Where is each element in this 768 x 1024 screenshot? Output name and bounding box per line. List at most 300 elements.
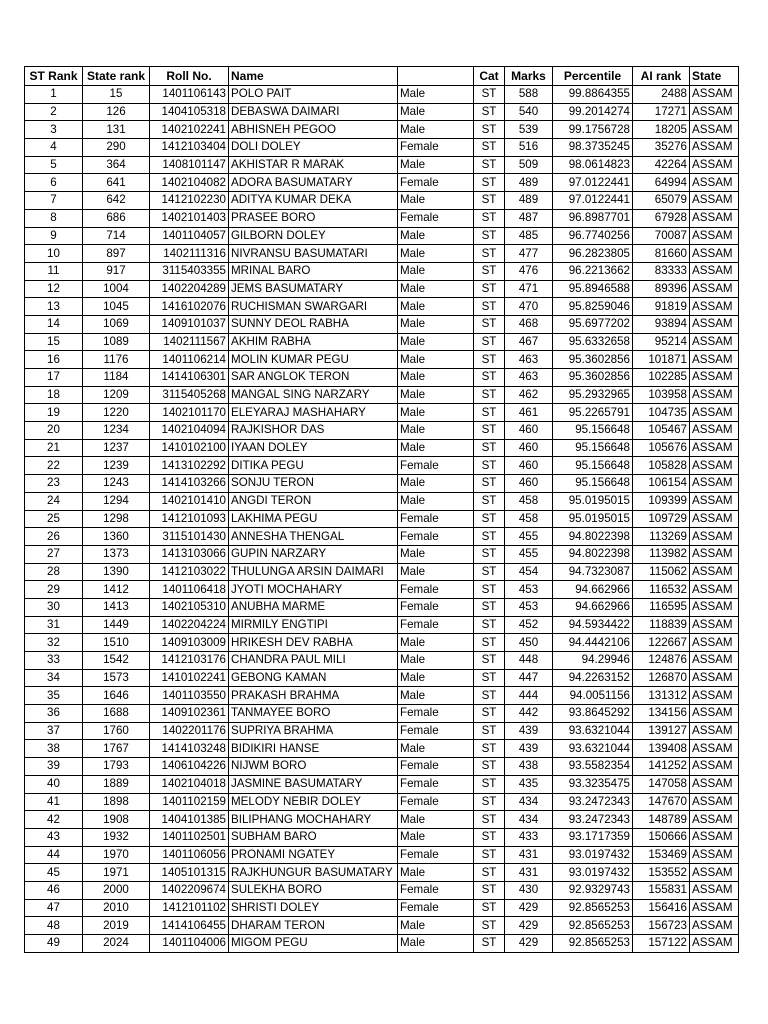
- table-row: [25, 475, 739, 493]
- cell-ai-rank: 109729: [633, 510, 690, 528]
- cell-state: ASSAM: [690, 103, 739, 121]
- cell-category: ST: [474, 563, 505, 581]
- table-row: [25, 457, 739, 475]
- cell-st-rank: 43: [25, 828, 83, 846]
- cell-gender: Female: [398, 899, 474, 917]
- cell-state-rank: 1510: [83, 634, 150, 652]
- cell-roll-no: 1412101093: [150, 510, 229, 528]
- cell-category: ST: [474, 510, 505, 528]
- cell-st-rank: 2: [25, 103, 83, 121]
- cell-state: ASSAM: [690, 828, 739, 846]
- column-header-st-rank: ST Rank: [25, 67, 83, 86]
- cell-roll-no: 1401102159: [150, 793, 229, 811]
- cell-gender: Female: [398, 793, 474, 811]
- cell-ai-rank: 124876: [633, 652, 690, 670]
- cell-state-rank: 1239: [83, 457, 150, 475]
- cell-name: RAJKHUNGUR BASUMATARY: [229, 864, 398, 882]
- cell-category: ST: [474, 828, 505, 846]
- table-row: [25, 227, 739, 245]
- cell-state-rank: 2024: [83, 935, 150, 953]
- cell-ai-rank: 156723: [633, 917, 690, 935]
- column-header-ai-rank: AI rank: [633, 67, 690, 86]
- table-row: [25, 86, 739, 104]
- cell-ai-rank: 17271: [633, 103, 690, 121]
- cell-roll-no: 1413103066: [150, 545, 229, 563]
- cell-roll-no: 1414103266: [150, 475, 229, 493]
- cell-name: AKHIM RABHA: [229, 333, 398, 351]
- cell-marks: 429: [505, 917, 553, 935]
- cell-state: ASSAM: [690, 262, 739, 280]
- cell-st-rank: 27: [25, 545, 83, 563]
- cell-state: ASSAM: [690, 156, 739, 174]
- cell-state-rank: 686: [83, 209, 150, 227]
- cell-gender: Male: [398, 811, 474, 829]
- cell-state: ASSAM: [690, 899, 739, 917]
- cell-state: ASSAM: [690, 598, 739, 616]
- cell-name: HRIKESH DEV RABHA: [229, 634, 398, 652]
- table-row: [25, 262, 739, 280]
- cell-marks: 429: [505, 935, 553, 953]
- cell-state: ASSAM: [690, 457, 739, 475]
- table-row: [25, 669, 739, 687]
- cell-roll-no: 1409101037: [150, 315, 229, 333]
- cell-roll-no: 1402204289: [150, 280, 229, 298]
- cell-percentile: 95.156648: [553, 422, 633, 440]
- column-header-name: Name: [229, 67, 398, 86]
- cell-percentile: 95.3602856: [553, 369, 633, 387]
- cell-category: ST: [474, 758, 505, 776]
- cell-percentile: 93.6321044: [553, 740, 633, 758]
- cell-percentile: 93.1717359: [553, 828, 633, 846]
- cell-state: ASSAM: [690, 811, 739, 829]
- cell-roll-no: 1410102100: [150, 439, 229, 457]
- cell-state-rank: 2000: [83, 881, 150, 899]
- cell-state-rank: 1373: [83, 545, 150, 563]
- cell-marks: 454: [505, 563, 553, 581]
- cell-state-rank: 1237: [83, 439, 150, 457]
- cell-state: ASSAM: [690, 846, 739, 864]
- cell-gender: Male: [398, 333, 474, 351]
- cell-state: ASSAM: [690, 315, 739, 333]
- cell-gender: Female: [398, 705, 474, 723]
- cell-state: ASSAM: [690, 298, 739, 316]
- table-row: [25, 581, 739, 599]
- cell-state: ASSAM: [690, 793, 739, 811]
- cell-state-rank: 2019: [83, 917, 150, 935]
- table-row: [25, 192, 739, 210]
- cell-category: ST: [474, 687, 505, 705]
- cell-st-rank: 42: [25, 811, 83, 829]
- cell-roll-no: 1412101102: [150, 899, 229, 917]
- cell-roll-no: 1402104094: [150, 422, 229, 440]
- cell-marks: 516: [505, 139, 553, 157]
- cell-percentile: 93.0197432: [553, 864, 633, 882]
- cell-state: ASSAM: [690, 652, 739, 670]
- cell-marks: 471: [505, 280, 553, 298]
- cell-st-rank: 38: [25, 740, 83, 758]
- cell-category: ST: [474, 917, 505, 935]
- cell-st-rank: 35: [25, 687, 83, 705]
- cell-ai-rank: 89396: [633, 280, 690, 298]
- cell-marks: 435: [505, 775, 553, 793]
- cell-marks: 463: [505, 369, 553, 387]
- cell-gender: Male: [398, 386, 474, 404]
- cell-name: SUNNY DEOL RABHA: [229, 315, 398, 333]
- cell-ai-rank: 153469: [633, 846, 690, 864]
- column-header-marks: Marks: [505, 67, 553, 86]
- cell-state-rank: 714: [83, 227, 150, 245]
- cell-name: MIGOM PEGU: [229, 935, 398, 953]
- cell-category: ST: [474, 793, 505, 811]
- cell-st-rank: 34: [25, 669, 83, 687]
- cell-name: THULUNGA ARSIN DAIMARI: [229, 563, 398, 581]
- cell-percentile: 95.0195015: [553, 492, 633, 510]
- cell-st-rank: 25: [25, 510, 83, 528]
- cell-marks: 455: [505, 545, 553, 563]
- cell-marks: 438: [505, 758, 553, 776]
- cell-name: SUPRIYA BRAHMA: [229, 722, 398, 740]
- cell-roll-no: 1402104082: [150, 174, 229, 192]
- cell-percentile: 95.2932965: [553, 386, 633, 404]
- cell-percentile: 93.6321044: [553, 722, 633, 740]
- cell-state-rank: 1045: [83, 298, 150, 316]
- cell-roll-no: 1404105318: [150, 103, 229, 121]
- table-row: [25, 758, 739, 776]
- cell-name: ADORA BASUMATARY: [229, 174, 398, 192]
- table-body: [25, 86, 739, 953]
- cell-category: ST: [474, 881, 505, 899]
- cell-gender: Female: [398, 758, 474, 776]
- cell-category: ST: [474, 581, 505, 599]
- table-row: [25, 740, 739, 758]
- cell-gender: Male: [398, 563, 474, 581]
- cell-state-rank: 641: [83, 174, 150, 192]
- cell-state: ASSAM: [690, 740, 739, 758]
- cell-gender: Male: [398, 315, 474, 333]
- cell-category: ST: [474, 775, 505, 793]
- cell-ai-rank: 65079: [633, 192, 690, 210]
- cell-percentile: 96.2213662: [553, 262, 633, 280]
- cell-name: MRINAL BARO: [229, 262, 398, 280]
- cell-percentile: 94.0051156: [553, 687, 633, 705]
- cell-name: GILBORN DOLEY: [229, 227, 398, 245]
- cell-gender: Male: [398, 245, 474, 263]
- cell-name: AKHISTAR R MARAK: [229, 156, 398, 174]
- cell-percentile: 93.2472343: [553, 793, 633, 811]
- cell-category: ST: [474, 369, 505, 387]
- cell-category: ST: [474, 616, 505, 634]
- cell-ai-rank: 139127: [633, 722, 690, 740]
- cell-marks: 470: [505, 298, 553, 316]
- cell-name: MOLIN KUMAR PEGU: [229, 351, 398, 369]
- cell-st-rank: 45: [25, 864, 83, 882]
- cell-st-rank: 37: [25, 722, 83, 740]
- cell-state: ASSAM: [690, 775, 739, 793]
- cell-state: ASSAM: [690, 492, 739, 510]
- cell-state: ASSAM: [690, 528, 739, 546]
- cell-state-rank: 131: [83, 121, 150, 139]
- cell-state: ASSAM: [690, 705, 739, 723]
- cell-ai-rank: 67928: [633, 209, 690, 227]
- cell-state-rank: 1176: [83, 351, 150, 369]
- table-row: [25, 634, 739, 652]
- cell-marks: 460: [505, 439, 553, 457]
- cell-st-rank: 26: [25, 528, 83, 546]
- cell-category: ST: [474, 156, 505, 174]
- cell-name: GUPIN NARZARY: [229, 545, 398, 563]
- table-row: [25, 722, 739, 740]
- cell-st-rank: 16: [25, 351, 83, 369]
- cell-state: ASSAM: [690, 881, 739, 899]
- cell-st-rank: 49: [25, 935, 83, 953]
- cell-roll-no: 3115405268: [150, 386, 229, 404]
- cell-percentile: 96.2823805: [553, 245, 633, 263]
- cell-gender: Female: [398, 510, 474, 528]
- cell-category: ST: [474, 457, 505, 475]
- cell-st-rank: 7: [25, 192, 83, 210]
- cell-ai-rank: 126870: [633, 669, 690, 687]
- cell-marks: 448: [505, 652, 553, 670]
- table-row: [25, 369, 739, 387]
- cell-percentile: 93.5582354: [553, 758, 633, 776]
- cell-gender: Male: [398, 475, 474, 493]
- cell-roll-no: 1402102241: [150, 121, 229, 139]
- table-row: [25, 864, 739, 882]
- cell-marks: 444: [505, 687, 553, 705]
- cell-marks: 485: [505, 227, 553, 245]
- cell-state-rank: 1970: [83, 846, 150, 864]
- cell-category: ST: [474, 422, 505, 440]
- cell-gender: Male: [398, 369, 474, 387]
- cell-st-rank: 23: [25, 475, 83, 493]
- cell-ai-rank: 103958: [633, 386, 690, 404]
- cell-name: DITIKA PEGU: [229, 457, 398, 475]
- cell-state-rank: 1760: [83, 722, 150, 740]
- cell-percentile: 95.0195015: [553, 510, 633, 528]
- cell-category: ST: [474, 227, 505, 245]
- cell-percentile: 93.8645292: [553, 705, 633, 723]
- cell-st-rank: 39: [25, 758, 83, 776]
- cell-state-rank: 917: [83, 262, 150, 280]
- cell-state: ASSAM: [690, 139, 739, 157]
- cell-gender: Male: [398, 828, 474, 846]
- cell-st-rank: 24: [25, 492, 83, 510]
- cell-st-rank: 3: [25, 121, 83, 139]
- cell-percentile: 94.5934422: [553, 616, 633, 634]
- cell-state-rank: 1908: [83, 811, 150, 829]
- cell-ai-rank: 147670: [633, 793, 690, 811]
- cell-state-rank: 1932: [83, 828, 150, 846]
- cell-percentile: 95.156648: [553, 457, 633, 475]
- table-row: [25, 386, 739, 404]
- cell-marks: 460: [505, 422, 553, 440]
- cell-state: ASSAM: [690, 209, 739, 227]
- cell-state: ASSAM: [690, 386, 739, 404]
- cell-category: ST: [474, 209, 505, 227]
- cell-roll-no: 1412102230: [150, 192, 229, 210]
- cell-category: ST: [474, 811, 505, 829]
- cell-percentile: 94.7323087: [553, 563, 633, 581]
- cell-state-rank: 1971: [83, 864, 150, 882]
- header-row: [25, 67, 739, 86]
- cell-name: RAJKISHOR DAS: [229, 422, 398, 440]
- cell-name: SULEKHA BORO: [229, 881, 398, 899]
- cell-state: ASSAM: [690, 192, 739, 210]
- cell-name: TANMAYEE BORO: [229, 705, 398, 723]
- cell-ai-rank: 113982: [633, 545, 690, 563]
- cell-gender: Female: [398, 722, 474, 740]
- cell-ai-rank: 116595: [633, 598, 690, 616]
- cell-ai-rank: 18205: [633, 121, 690, 139]
- cell-marks: 489: [505, 192, 553, 210]
- cell-state-rank: 1209: [83, 386, 150, 404]
- cell-gender: Female: [398, 598, 474, 616]
- cell-percentile: 92.8565253: [553, 899, 633, 917]
- cell-marks: 468: [505, 315, 553, 333]
- cell-marks: 588: [505, 86, 553, 104]
- cell-name: LAKHIMA PEGU: [229, 510, 398, 528]
- cell-name: PRONAMI NGATEY: [229, 846, 398, 864]
- cell-roll-no: 1413102292: [150, 457, 229, 475]
- cell-marks: 460: [505, 475, 553, 493]
- cell-name: MANGAL SING NARZARY: [229, 386, 398, 404]
- cell-category: ST: [474, 669, 505, 687]
- cell-marks: 447: [505, 669, 553, 687]
- cell-st-rank: 22: [25, 457, 83, 475]
- cell-gender: Male: [398, 404, 474, 422]
- table-row: [25, 828, 739, 846]
- cell-category: ST: [474, 439, 505, 457]
- cell-roll-no: 3115101430: [150, 528, 229, 546]
- cell-state-rank: 290: [83, 139, 150, 157]
- cell-st-rank: 41: [25, 793, 83, 811]
- cell-category: ST: [474, 899, 505, 917]
- column-header-category: Cat: [474, 67, 505, 86]
- cell-gender: Female: [398, 174, 474, 192]
- cell-state-rank: 1413: [83, 598, 150, 616]
- cell-st-rank: 44: [25, 846, 83, 864]
- cell-ai-rank: 35276: [633, 139, 690, 157]
- table-row: [25, 652, 739, 670]
- cell-gender: Male: [398, 156, 474, 174]
- cell-marks: 540: [505, 103, 553, 121]
- cell-percentile: 98.0614823: [553, 156, 633, 174]
- table-row: [25, 917, 739, 935]
- cell-st-rank: 31: [25, 616, 83, 634]
- cell-marks: 434: [505, 811, 553, 829]
- cell-st-rank: 33: [25, 652, 83, 670]
- cell-state-rank: 1542: [83, 652, 150, 670]
- column-header-percentile: Percentile: [553, 67, 633, 86]
- cell-ai-rank: 122667: [633, 634, 690, 652]
- cell-state-rank: 1767: [83, 740, 150, 758]
- cell-state-rank: 1069: [83, 315, 150, 333]
- cell-st-rank: 29: [25, 581, 83, 599]
- table-row: [25, 156, 739, 174]
- cell-name: SAR ANGLOK TERON: [229, 369, 398, 387]
- cell-gender: Male: [398, 422, 474, 440]
- cell-state: ASSAM: [690, 86, 739, 104]
- cell-roll-no: 1404101385: [150, 811, 229, 829]
- cell-st-rank: 30: [25, 598, 83, 616]
- cell-ai-rank: 139408: [633, 740, 690, 758]
- cell-percentile: 92.9329743: [553, 881, 633, 899]
- cell-category: ST: [474, 652, 505, 670]
- cell-percentile: 92.8565253: [553, 917, 633, 935]
- cell-gender: Male: [398, 262, 474, 280]
- cell-roll-no: 1402201176: [150, 722, 229, 740]
- cell-state-rank: 1089: [83, 333, 150, 351]
- table-row: [25, 298, 739, 316]
- cell-percentile: 93.0197432: [553, 846, 633, 864]
- cell-marks: 431: [505, 864, 553, 882]
- cell-state-rank: 1220: [83, 404, 150, 422]
- cell-category: ST: [474, 634, 505, 652]
- cell-gender: Male: [398, 86, 474, 104]
- table-row: [25, 705, 739, 723]
- cell-roll-no: 1414103248: [150, 740, 229, 758]
- cell-state-rank: 1234: [83, 422, 150, 440]
- cell-gender: Male: [398, 917, 474, 935]
- cell-name: DHARAM TERON: [229, 917, 398, 935]
- cell-state: ASSAM: [690, 369, 739, 387]
- cell-st-rank: 4: [25, 139, 83, 157]
- table-row: [25, 881, 739, 899]
- cell-percentile: 97.0122441: [553, 174, 633, 192]
- cell-percentile: 95.6977202: [553, 315, 633, 333]
- cell-name: PRASEE BORO: [229, 209, 398, 227]
- cell-marks: 539: [505, 121, 553, 139]
- cell-state-rank: 642: [83, 192, 150, 210]
- cell-marks: 458: [505, 510, 553, 528]
- cell-percentile: 95.156648: [553, 439, 633, 457]
- cell-marks: 458: [505, 492, 553, 510]
- cell-state-rank: 1646: [83, 687, 150, 705]
- cell-gender: Male: [398, 669, 474, 687]
- cell-state: ASSAM: [690, 917, 739, 935]
- table-row: [25, 811, 739, 829]
- column-header-state-rank: State rank: [83, 67, 150, 86]
- cell-category: ST: [474, 245, 505, 263]
- cell-ai-rank: 106154: [633, 475, 690, 493]
- cell-state-rank: 1298: [83, 510, 150, 528]
- cell-roll-no: 1401106056: [150, 846, 229, 864]
- cell-percentile: 94.29946: [553, 652, 633, 670]
- cell-name: GEBONG KAMAN: [229, 669, 398, 687]
- table-row: [25, 404, 739, 422]
- cell-percentile: 94.8022398: [553, 545, 633, 563]
- cell-state: ASSAM: [690, 475, 739, 493]
- cell-roll-no: 1409103009: [150, 634, 229, 652]
- cell-st-rank: 21: [25, 439, 83, 457]
- cell-gender: Female: [398, 457, 474, 475]
- cell-ai-rank: 131312: [633, 687, 690, 705]
- cell-state: ASSAM: [690, 722, 739, 740]
- cell-name: ADITYA KUMAR DEKA: [229, 192, 398, 210]
- cell-state-rank: 1004: [83, 280, 150, 298]
- cell-category: ST: [474, 192, 505, 210]
- cell-gender: Male: [398, 492, 474, 510]
- cell-marks: 434: [505, 793, 553, 811]
- table-row: [25, 439, 739, 457]
- cell-state: ASSAM: [690, 121, 739, 139]
- cell-percentile: 96.7740256: [553, 227, 633, 245]
- cell-name: NIJWM BORO: [229, 758, 398, 776]
- cell-st-rank: 32: [25, 634, 83, 652]
- cell-st-rank: 13: [25, 298, 83, 316]
- cell-percentile: 99.2014274: [553, 103, 633, 121]
- cell-state-rank: 1184: [83, 369, 150, 387]
